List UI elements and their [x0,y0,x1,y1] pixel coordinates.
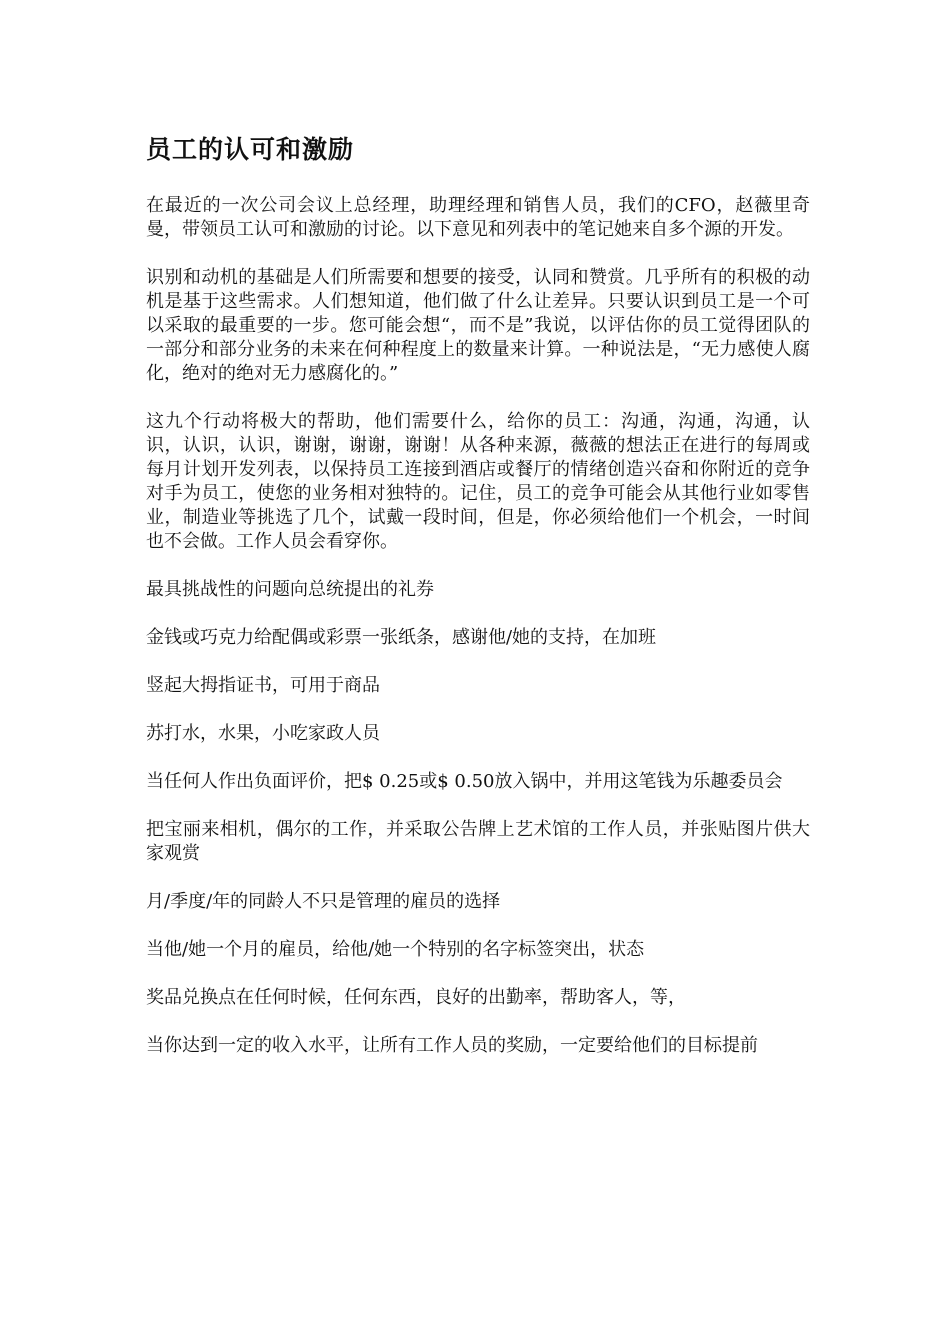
list-item: 月/季度/年的同龄人不只是管理的雇员的选择 [146,891,501,912]
list-item: 最具挑战性的问题向总统提出的礼券 [146,579,434,600]
paragraph-motivation: 识别和动机的基础是人们所需要和想要的接受，认同和赞赏。几乎所有的积极的动机是基于这些需求。人们想知道，他们做了什么让差异。只要认识到员工是一个可以采取的最重要的一步。您可能会想“，而不是”我说，以评估你的员工觉得团队的一部分和部分业务的未来在何种程度上的数量来计算。一种说法是，“无力感使人腐化，绝对的绝对无力感腐化的。” [146,267,810,384]
list-item: 苏打水，水果，小吃家政人员 [146,723,380,744]
document-title: 员工的认可和激励 [146,135,355,164]
list-item: 奖品兑换点在任何时候，任何东西，良好的出勤率，帮助客人，等， [146,987,686,1008]
list-item: 竖起大拇指证书，可用于商品 [146,675,380,696]
document-page [146,132,810,1082]
list-item: 当任何人作出负面评价，把$ 0.25或$ 0.50放入锅中，并用这笔钱为乐趣委员会 [146,771,783,792]
list-item: 把宝丽来相机，偶尔的工作，并采取公告牌上艺术馆的工作人员，并张贴图片供大家观赏 [146,819,810,864]
list-item: 当他/她一个月的雇员，给他/她一个特别的名字标签突出，状态 [146,939,645,960]
list-item: 金钱或巧克力给配偶或彩票一张纸条，感谢他/她的支持，在加班 [146,627,657,648]
list-item: 当你达到一定的收入水平，让所有工作人员的奖励，一定要给他们的目标提前 [146,1035,758,1056]
paragraph-actions: 这九个行动将极大的帮助，他们需要什么，给你的员工：沟通，沟通，沟通，认识，认识，认识，谢谢，谢谢，谢谢！从各种来源，薇薇的想法正在进行的每周或每月计划开发列表，以保持员工连接到酒店或餐厅的情绪创造兴奋和你附近的竞争对手为员工，使您的业务相对独特的。记住，员工的竞争可能会从其他行业如零售业，制造业等挑选了几个，试戴一段时间，但是，你必须给他们一个机会，一时间也不会做。工作人员会看穿你。 [146,411,810,552]
paragraph-intro: 在最近的一次公司会议上总经理，助理经理和销售人员，我们的CFO，赵薇里奇曼，带领员工认可和激励的讨论。以下意见和列表中的笔记她来自多个源的开发。 [146,195,810,240]
